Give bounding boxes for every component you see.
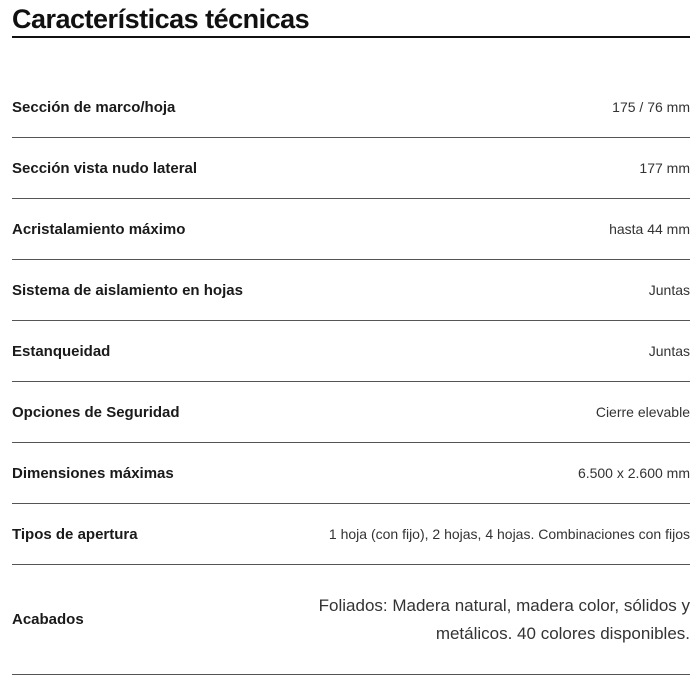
- spec-row-watertightness: [12, 321, 690, 382]
- spec-row-insulation-system: [12, 260, 690, 321]
- spec-row-security-options: [12, 382, 690, 443]
- spec-label: Acabados: [12, 611, 84, 628]
- spec-row-finishes: [12, 565, 690, 675]
- specs-table: [12, 77, 690, 675]
- spec-label: Sección vista nudo lateral: [12, 159, 198, 177]
- spec-label: Sistema de aislamiento en hojas: [12, 281, 243, 299]
- spec-value: Juntas: [648, 282, 690, 298]
- spec-value: 175 / 76 mm: [612, 99, 690, 115]
- spec-row-max-glazing: [12, 199, 690, 260]
- section-title: Características técnicas: [12, 4, 310, 34]
- spec-label: Dimensiones máximas: [12, 464, 174, 482]
- spec-label: Estanqueidad: [12, 342, 111, 360]
- finishes-line: metálicos. 40 colores disponibles.: [435, 623, 690, 643]
- spec-row-max-dimensions: [12, 443, 690, 504]
- spec-label: Opciones de Seguridad: [12, 403, 180, 421]
- spec-row-side-node-section: [12, 138, 690, 199]
- spec-value: hasta 44 mm: [609, 221, 690, 237]
- spec-value: Cierre elevable: [595, 404, 690, 420]
- title-divider: [12, 36, 690, 38]
- spec-row-opening-types: [12, 504, 690, 565]
- spec-value-finishes: [290, 592, 690, 648]
- spec-value: Juntas: [648, 343, 690, 359]
- spec-value: 177 mm: [639, 160, 690, 176]
- spec-value: 1 hoja (con fijo), 2 hojas, 4 hojas. Combinaciones con fijos: [328, 526, 690, 542]
- finishes-line: Foliados: Madera natural, madera color, sólidos y: [318, 595, 690, 615]
- spec-value: 6.500 x 2.600 mm: [577, 465, 690, 481]
- spec-row-frame-section: [12, 77, 690, 138]
- technical-specs-section: [12, 0, 690, 675]
- spec-label: Tipos de apertura: [12, 525, 138, 543]
- spec-label: Sección de marco/hoja: [12, 98, 176, 116]
- spec-label: Acristalamiento máximo: [12, 220, 186, 238]
